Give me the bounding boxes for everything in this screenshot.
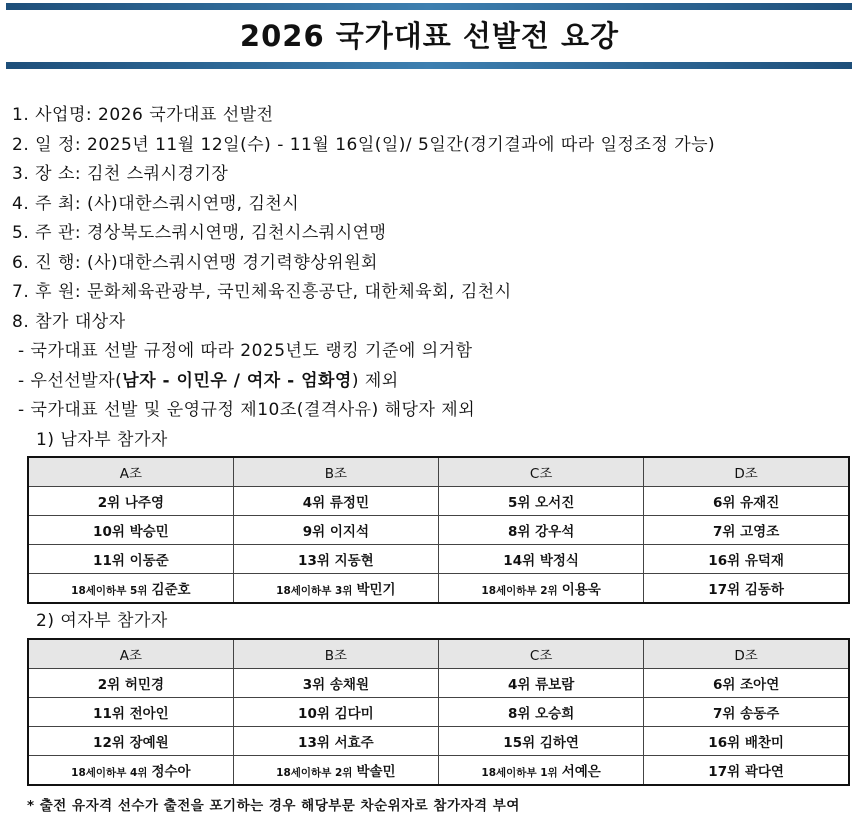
player-cell (439, 516, 644, 545)
player-name: 김준호 (151, 582, 191, 598)
item-operator: 6. 진 행: (사)대한스쿼시연맹 경기력향상위원회 (12, 252, 378, 273)
player-name: 10위 김다미 (298, 706, 374, 722)
group-header-cell: A조 (28, 457, 233, 487)
eligibility-ranking: - 국가대표 선발 규정에 따라 2025년도 랭킹 기준에 의거함 (18, 341, 473, 361)
group-header-row (28, 639, 849, 669)
player-name: 8위 오승희 (507, 706, 575, 722)
group-header-cell: B조 (233, 639, 438, 669)
player-cell (28, 698, 233, 727)
player-cell (28, 545, 233, 574)
player-cell (28, 756, 233, 786)
footnote: * 출전 유자격 선수가 출전을 포기하는 경우 해당부문 차순위자로 참가자격 부여 (27, 798, 520, 814)
player-name: 박솔민 (356, 764, 396, 780)
player-cell (28, 669, 233, 698)
group-header-cell: C조 (439, 639, 644, 669)
player-cell (439, 545, 644, 574)
player-row (28, 574, 849, 604)
youth-rank-tag: 18세이하부 5위 (71, 585, 148, 597)
item-venue: 3. 장 소: 김천 스쿼시경기장 (12, 164, 229, 184)
player-name: 2위 허민경 (97, 677, 164, 693)
player-cell (233, 727, 438, 756)
player-name: 4위 류정민 (302, 495, 369, 511)
item-sponsor: 7. 후 원: 문화체육관광부, 국민체육진흥공단, 대한체육회, 김천시 (12, 282, 512, 302)
priority-players: 남자 - 이민우 / 여자 - 엄화영 (122, 370, 352, 391)
title-underline-bar (6, 62, 852, 69)
player-row (28, 698, 849, 727)
player-name: 16위 유덕재 (708, 553, 784, 569)
player-name: 17위 김동하 (708, 582, 784, 598)
player-name: 16위 배찬미 (708, 735, 784, 751)
player-cell (439, 574, 644, 604)
player-cell (233, 545, 438, 574)
document-title: 2026 국가대표 선발전 요강 (239, 19, 620, 53)
player-cell (439, 669, 644, 698)
player-row (28, 669, 849, 698)
player-name: 11위 전아인 (93, 706, 169, 722)
player-name: 3위 송채원 (302, 677, 369, 693)
women-participants-table (27, 638, 850, 786)
player-cell (28, 574, 233, 604)
player-name: 2위 나주영 (97, 495, 164, 511)
player-name: 7위 송동주 (712, 706, 780, 722)
player-row (28, 727, 849, 756)
player-cell (644, 698, 849, 727)
player-cell (439, 756, 644, 786)
youth-rank-tag: 18세이하부 2위 (276, 767, 353, 779)
player-row (28, 516, 849, 545)
player-name: 6위 조아연 (712, 677, 780, 693)
youth-rank-tag: 18세이하부 4위 (71, 767, 148, 779)
group-header-cell: D조 (644, 457, 849, 487)
youth-rank-tag: 18세이하부 1위 (481, 767, 558, 779)
player-cell (439, 727, 644, 756)
player-cell (233, 574, 438, 604)
player-cell (644, 545, 849, 574)
player-row (28, 487, 849, 516)
youth-rank-tag: 18세이하부 3위 (276, 585, 353, 597)
player-cell (28, 516, 233, 545)
eligibility-priority: - 우선선발자(남자 - 이민우 / 여자 - 엄화영) 제외 (18, 370, 399, 391)
item-eligibility: 8. 참가 대상자 (12, 311, 126, 332)
player-name: 12위 장예원 (93, 735, 169, 751)
player-row (28, 756, 849, 786)
player-cell (644, 756, 849, 786)
overview-list (12, 101, 852, 455)
player-cell (233, 516, 438, 545)
player-cell (233, 487, 438, 516)
eligibility-exclusion: - 국가대표 선발 및 운영규정 제10조(결격사유) 해당자 제외 (18, 400, 476, 420)
player-cell (28, 727, 233, 756)
group-header-cell: B조 (233, 457, 438, 487)
player-cell (28, 487, 233, 516)
group-header-cell: D조 (644, 639, 849, 669)
group-header-cell: A조 (28, 639, 233, 669)
player-name: 13위 지동현 (298, 553, 374, 569)
player-name: 17위 곽다연 (708, 764, 784, 780)
women-heading: 2) 여자부 참가자 (36, 611, 168, 631)
player-cell (233, 756, 438, 786)
player-cell (644, 487, 849, 516)
group-header-cell: C조 (439, 457, 644, 487)
top-accent-bar (6, 3, 852, 10)
men-heading: 1) 남자부 참가자 (36, 429, 168, 450)
player-name: 10위 박승민 (93, 524, 169, 540)
youth-rank-tag: 18세이하부 2위 (481, 585, 558, 597)
player-name: 13위 서효주 (298, 735, 374, 751)
player-name: 8위 강우석 (507, 524, 575, 540)
player-name: 6위 유재진 (712, 495, 780, 511)
player-cell (233, 669, 438, 698)
group-header-row (28, 457, 849, 487)
player-name: 15위 김하연 (503, 735, 579, 751)
player-cell (233, 698, 438, 727)
player-cell (644, 669, 849, 698)
player-name: 11위 이동준 (93, 553, 169, 569)
player-name: 5위 오서진 (507, 495, 575, 511)
player-name: 4위 류보람 (507, 677, 575, 693)
player-name: 14위 박정식 (503, 553, 579, 569)
player-name: 7위 고영조 (712, 524, 780, 540)
men-participants-table (27, 456, 850, 604)
player-cell (439, 487, 644, 516)
player-name: 이용욱 (561, 582, 601, 598)
player-name: 9위 이지석 (302, 524, 369, 540)
player-cell (644, 574, 849, 604)
player-name: 정수아 (151, 764, 191, 780)
player-cell (644, 516, 849, 545)
player-cell (439, 698, 644, 727)
player-row (28, 545, 849, 574)
player-name: 박민기 (356, 582, 396, 598)
player-cell (644, 727, 849, 756)
item-project-name: 1. 사업명: 2026 국가대표 선발전 (12, 105, 274, 125)
item-host: 4. 주 최: (사)대한스쿼시연맹, 김천시 (12, 193, 300, 214)
item-schedule: 2. 일 정: 2025년 11월 12일(수) - 11월 16일(일)/ 5일간(경기결과에 따라 일정조정 가능) (12, 134, 716, 155)
item-organizer: 5. 주 관: 경상북도스쿼시연맹, 김천시스쿼시연맹 (12, 223, 387, 243)
women-heading-wrap (12, 607, 852, 637)
player-name: 서예은 (561, 764, 601, 780)
